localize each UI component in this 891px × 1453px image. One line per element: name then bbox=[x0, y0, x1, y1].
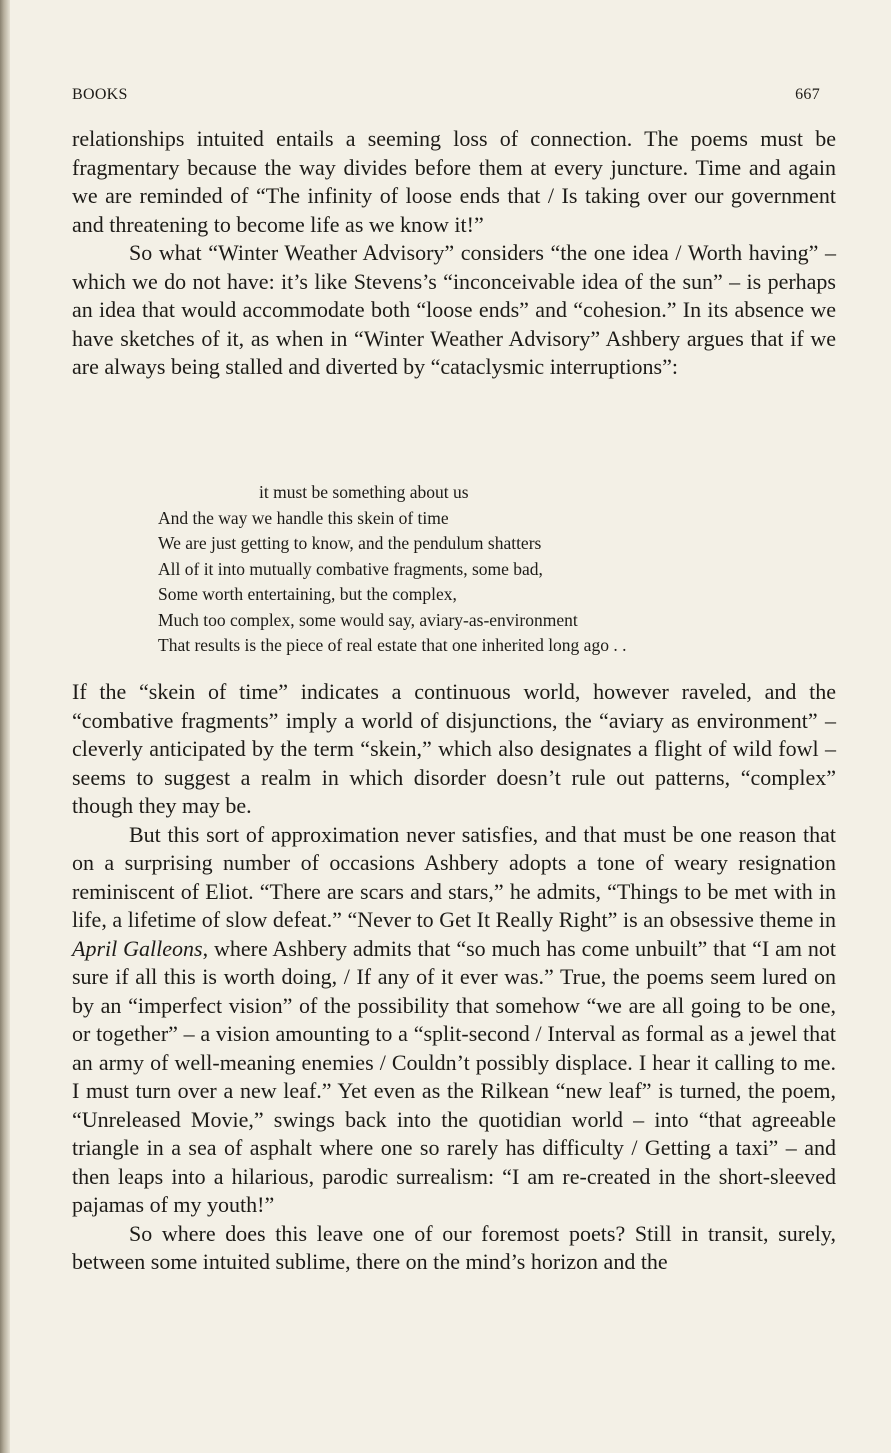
paragraph: If the “skein of time” indicates a continuous world, however raveled, and the “combative fragments” imply a world of disjunctions, the “aviary as environment” – cleverly anticipated by the term “skein,” which also designates a flight of wild fowl – seems to suggest a realm in which disorder doesn’t rule out patterns, “complex” though they may be. bbox=[72, 679, 836, 818]
quote-line: All of it into mutually combative fragments, some bad, bbox=[158, 558, 543, 579]
quote-line: Some worth entertaining, but the complex, bbox=[158, 584, 457, 604]
book-title: April Galleons bbox=[72, 935, 203, 961]
paragraph: So where does this leave one of our foremost poets? Still in transit, surely, between some intuited sublime, there on the mind’s horizon and the bbox=[72, 1220, 836, 1274]
running-header bbox=[72, 86, 820, 108]
quote-line: That results is the piece of real estate that one inherited long ago . . bbox=[158, 635, 627, 655]
quote-line: And the way we handle this skein of time bbox=[158, 507, 449, 528]
paragraph bbox=[72, 821, 836, 1220]
section-title: BOOKS bbox=[72, 86, 128, 103]
block-quotation bbox=[158, 480, 838, 659]
quote-line: it must be something about us bbox=[259, 482, 469, 502]
text-run: But this sort of approximation never satisfies, and that must be one reason that on a surprising number of occasions Ashbery adopts a tone of weary resignation reminiscent of Eliot. “There are scars and stars,” he admits, “Things to be met with in life, a lifetime of slow defeat.” “Never to Get It Really Right” is an obsessive theme in bbox=[72, 821, 836, 932]
paragraph: So what “Winter Weather Advisory” considers “the one idea / Worth having” – which we do not have: it’s like Stevens’s “inconceivable idea of the sun” – is perhaps an idea that would accommodate both “loose ends” and “cohesion.” In its absence we have sketches of it, as when in “Winter Weather Advisory” Ashbery argues that if we are always being stalled and diverted by “cataclysmic interruptions”: bbox=[72, 240, 836, 379]
body-text-bottom bbox=[72, 678, 836, 1277]
body-text-top bbox=[72, 125, 836, 382]
page-number: 667 bbox=[795, 86, 820, 103]
quote-line: Much too complex, some would say, aviary-as-environment bbox=[158, 609, 578, 630]
book-spine-shadow bbox=[0, 0, 10, 1453]
paragraph-continued: relationships intuited entails a seeming loss of connection. The poems must be fragmentary because the way divides before them at every juncture. Time and again we are reminded of “The infinity of loose ends that / Is taking over our government and threatening to become life as we know it!” bbox=[72, 126, 836, 237]
text-run: , where Ashbery admits that “so much has come unbuilt” that “I am not sure if all this is worth doing, / If any of it ever was.” True, the poems seem lured on by an “imperfect vision” of the possibility that somehow “we are all going to be one, or together” – a vision amounting to a “split-second / Interval as formal as a jewel that an army of well-meaning enemies / Couldn’t possibly displace. I hear it calling to me. I must turn over a new leaf.” Yet even as the Rilkean “new leaf” is turned, the poem, “Unreleased Movie,” swings back into the quotidian world – into “that agreeable triangle in a sea of asphalt where one so rarely has difficulty / Getting a taxi” – and then leaps into a hilarious, parodic surrealism: “I am re-created in the short-sleeved pajamas of my youth!” bbox=[72, 935, 836, 1217]
quote-line: We are just getting to know, and the pendulum shatters bbox=[158, 533, 542, 553]
